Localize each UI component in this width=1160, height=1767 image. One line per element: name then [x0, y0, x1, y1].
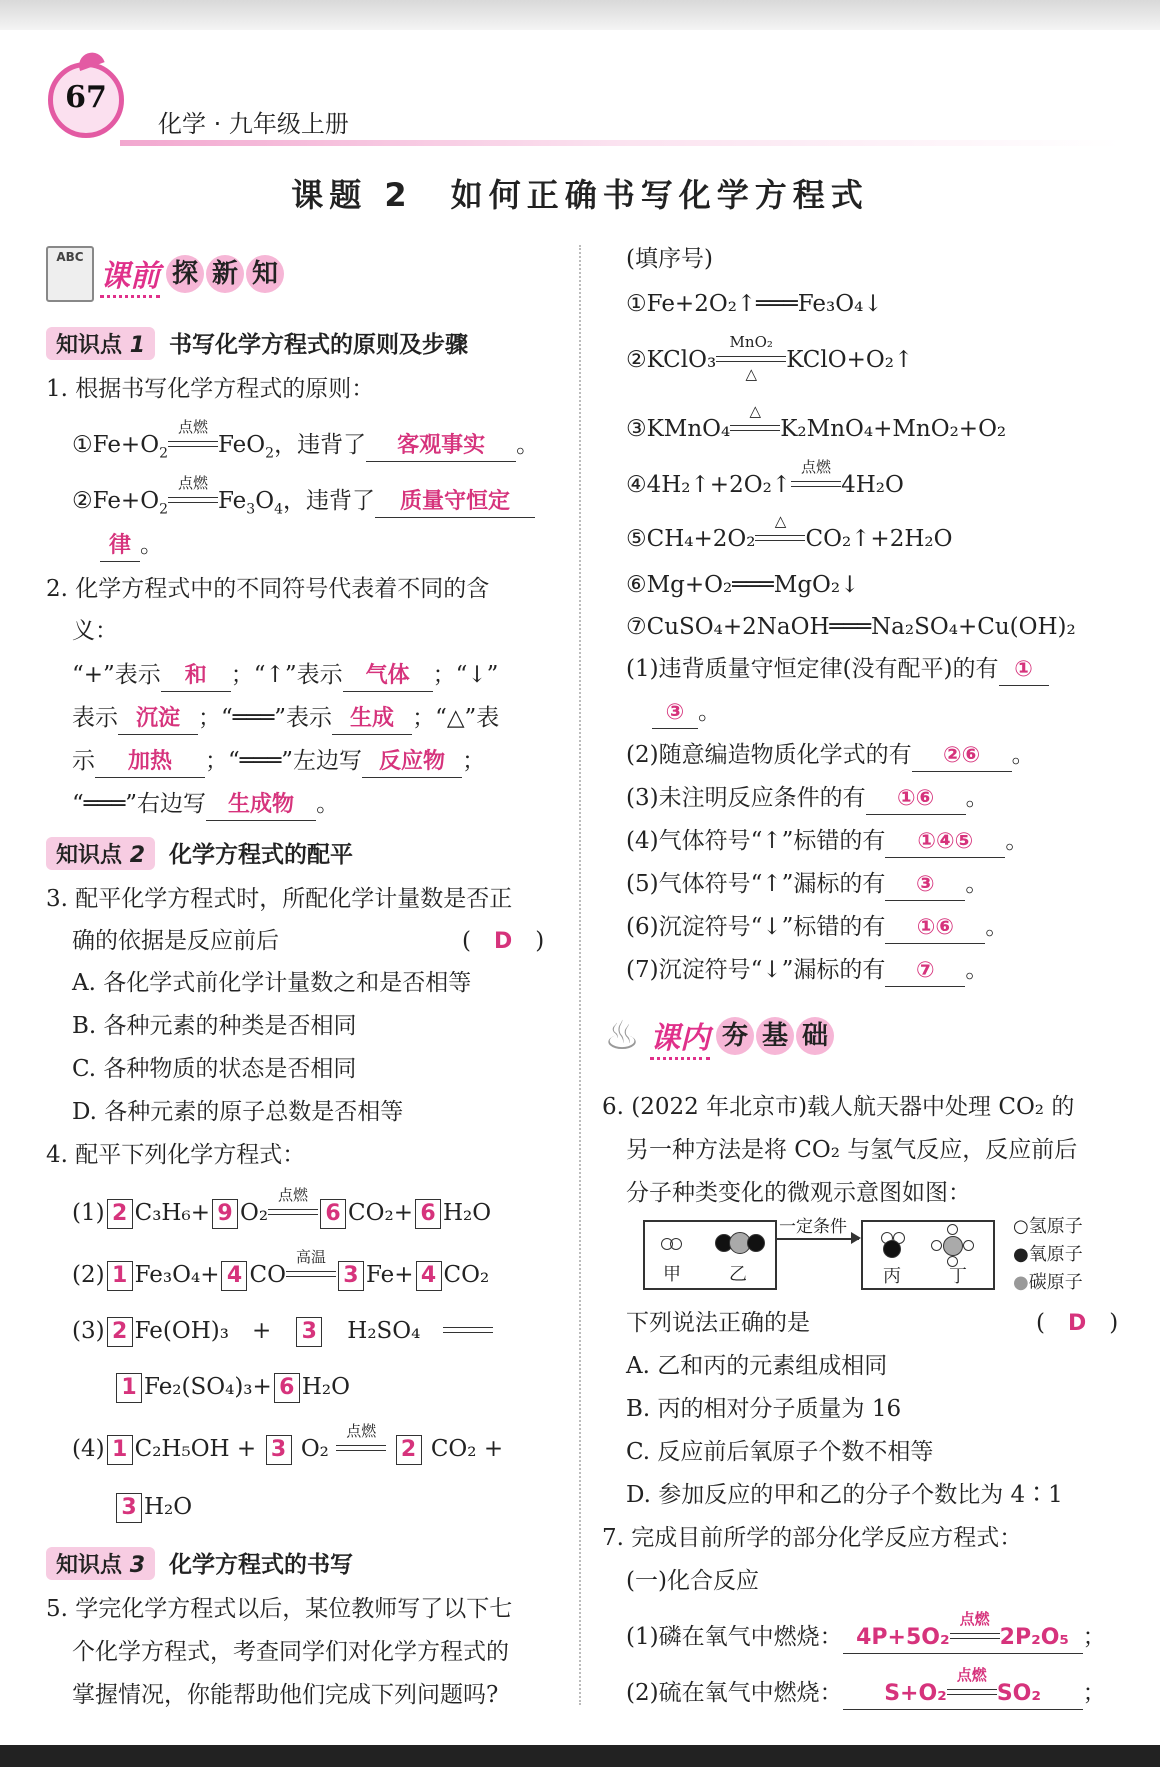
label-bing: 丙: [883, 1266, 901, 1287]
kp-title: 化学方程式的配平: [169, 842, 353, 868]
oxygen-atom-icon: [747, 1234, 765, 1252]
q4-eq4-cont: 3 H₂O: [114, 1492, 192, 1523]
q2-stem-cont: 义：: [72, 618, 118, 644]
q5-sub4: (4)气体符号“↑”标错的有 ①④⑤ 。: [626, 826, 1028, 858]
section-label-char: 基: [756, 1017, 794, 1055]
q5-eq4: ④4H₂↑+2O₂↑ 点燃 4H₂O: [626, 458, 904, 498]
section-label-char: 探: [166, 255, 204, 293]
answer-text: 客观事实: [397, 433, 486, 458]
q2-line1: “+”表示 和 ；“↑”表示 气体 ；“↓”: [72, 660, 498, 692]
label-yi: 乙: [729, 1264, 747, 1285]
q7-stem: 7. 完成目前所学的部分化学反应方程式：: [602, 1525, 1023, 1551]
legend-hydrogen: ○氢原子: [1013, 1216, 1083, 1237]
oxygen-atom-icon: [883, 1240, 901, 1258]
label-jia: 甲: [663, 1264, 681, 1285]
q5-sub1-cont: ③ 。: [652, 697, 721, 729]
q4-eq2: (2) 1 Fe₃O₄+ 4 CO 高温 3 Fe+ 4 CO₂: [72, 1260, 489, 1291]
q1-stem: 1. 根据书写化学方程式的原则：: [46, 376, 375, 402]
q5-sub6: (6)沉淀符号“↓”标错的有 ①⑥ 。: [626, 912, 1008, 944]
column-divider: [579, 245, 581, 1705]
q5-eq1: ①Fe+2O₂↑═══Fe₃O₄↓: [626, 291, 883, 317]
q3-answer: D: [493, 929, 513, 954]
section-label-main: 课前: [100, 251, 160, 298]
viewer-bottom-bar: [0, 1745, 1160, 1767]
q5-stem-cont: 个化学方程式，考查同学们对化学方程式的: [72, 1639, 509, 1665]
q2-line4: “═══”右边写 生成物 。: [72, 789, 339, 821]
hydrogen-atom-icon: [947, 1224, 958, 1235]
q5-eq5: ⑤CH₄+2O₂ △ CO₂↑+2H₂O: [626, 512, 953, 552]
section-header-pre: [46, 246, 286, 302]
section-header-in: [600, 1010, 836, 1062]
hydrogen-atom-icon: [931, 1240, 942, 1251]
q6-option-d: D. 参加反应的甲和乙的分子个数比为 4∶1: [626, 1482, 1063, 1508]
q1-a: $①Fe+O_2$ 点燃 FeO$_2$，违背了 客观事实 。: [72, 418, 540, 462]
q6-answer: D: [1067, 1311, 1087, 1336]
section-label-char: 新: [206, 255, 244, 293]
q2-line2: 表示 沉淀 ；“═══”表示 生成 ；“△”表: [72, 703, 499, 735]
molecule-diagram: [641, 1212, 1111, 1296]
section-label-char: 知: [246, 255, 284, 293]
book-title: 化学 · 九年级上册: [158, 110, 349, 138]
page-number: 67: [65, 80, 107, 115]
q5-eq3: ③KMnO₄ △ K₂MnO₄+MnO₂+O₂: [626, 402, 1007, 442]
page-number-badge: [48, 62, 124, 138]
legend-oxygen: ●氧原子: [1013, 1244, 1083, 1265]
answer-text: 质量守恒定: [399, 489, 510, 514]
header-rule: [120, 140, 1120, 146]
q6-option-b: B. 丙的相对分子质量为 16: [626, 1396, 902, 1422]
kp-tag: 知识点 1: [46, 327, 155, 360]
viewer-top-bar: [0, 0, 1160, 30]
q1-b-cont: 律 。: [100, 530, 163, 562]
q5-eq2: ②KClO₃ MnO₂ △ KClO+O₂↑: [626, 333, 914, 383]
q1-b: $②Fe+O_2$ 点燃 $Fe_3O_4$，违背了 质量守恒定: [72, 486, 535, 525]
q5-stem: 5. 学完化学方程式以后，某位教师写了以下七: [46, 1596, 513, 1622]
kp-tag: 知识点 2: [46, 837, 155, 870]
q4-eq4: (4) 1 C₂H₅OH + 3 O₂ 点燃 2 CO₂ +: [72, 1434, 503, 1465]
q4-eq3-cont: 1 Fe₂(SO₄)₃+ 6 H₂O: [114, 1372, 350, 1403]
carbon-atom-icon: [943, 1236, 963, 1256]
q2-stem: 2. 化学方程式中的不同符号代表着不同的含: [46, 576, 490, 602]
q5-sub3: (3)未注明反应条件的有 ①⑥ 。: [626, 783, 989, 815]
reactant-box: [643, 1220, 777, 1290]
hydrogen-atom-icon: [670, 1238, 682, 1250]
arrow-label: 一定条件: [779, 1217, 847, 1237]
q6-prompt: 下列说法正确的是 ( D ): [626, 1310, 1119, 1336]
q4-eq1: (1) 2 C₃H₆+ 9 O₂ 点燃 6 CO₂+ 6 H₂O: [72, 1198, 491, 1229]
lamp-icon: ♨: [604, 1013, 640, 1059]
knowledge-point-3: [46, 1546, 353, 1580]
q3-option-b: B. 各种元素的种类是否相同: [72, 1013, 357, 1039]
q2-line3: 示 加热 ；“═══”左边写 反应物 ；: [72, 746, 485, 778]
knowledge-point-2: [46, 836, 353, 870]
q3-stem-cont: 确的依据是反应前后 ( D ): [72, 928, 545, 954]
arrow-head-icon: [851, 1232, 861, 1244]
q5-sub2: (2)随意编造物质化学式的有 ②⑥ 。: [626, 740, 1035, 772]
book-icon: ABC: [46, 246, 94, 302]
kp-title: 化学方程式的书写: [169, 1552, 353, 1578]
hydrogen-atom-icon: [963, 1240, 974, 1251]
q5-sub1: (1)违背质量守恒定律(没有配平)的有 ①: [626, 654, 1049, 686]
q6-option-c: C. 反应前后氧原子个数不相等: [626, 1439, 934, 1465]
q6-stem-cont: 分子种类变化的微观示意图如图：: [626, 1180, 971, 1206]
q5-sub7: (7)沉淀符号“↓”漏标的有 ⑦ 。: [626, 955, 988, 987]
q5-eq7: ⑦CuSO₄+2NaOH═══Na₂SO₄+Cu(OH)₂: [626, 614, 1076, 640]
q7-sub: (一)化合反应: [626, 1568, 759, 1594]
q3-option-d: D. 各种元素的原子总数是否相等: [72, 1099, 404, 1125]
q3-stem: 3. 配平化学方程式时，所配化学计量数是否正: [46, 886, 513, 912]
section-label-main: 课内: [650, 1013, 710, 1060]
q6-stem-cont: 另一种方法是将 CO₂ 与氢气反应，反应前后: [626, 1137, 1078, 1163]
q7-item2: (2)硫在氧气中燃烧： S+O₂ 点燃 SO₂ ；: [626, 1678, 1106, 1710]
legend-carbon: ●碳原子: [1013, 1272, 1083, 1293]
q3-option-a: A. 各化学式前化学计量数之和是否相等: [72, 970, 472, 996]
kp-title: 书写化学方程式的原则及步骤: [169, 332, 468, 358]
q3-option-c: C. 各种物质的状态是否相同: [72, 1056, 357, 1082]
reaction-arrow: [775, 1238, 859, 1240]
q5-eq6: ⑥Mg+O₂═══MgO₂↓: [626, 572, 860, 598]
q5-sub5: (5)气体符号“↑”漏标的有 ③ 。: [626, 869, 988, 901]
section-label-char: 础: [796, 1017, 834, 1055]
q6-option-a: A. 乙和丙的元素组成相同: [626, 1353, 888, 1379]
q4-eq3: (3) 2 Fe(OH)₃ + 3 H₂SO₄: [72, 1316, 493, 1347]
q5-stem-cont: (填序号): [626, 246, 713, 272]
knowledge-point-1: [46, 326, 468, 360]
q7-item1: (1)磷在氧气中燃烧： 4P+5O₂ 点燃 2P₂O₅ ；: [626, 1622, 1106, 1654]
product-box: [861, 1220, 995, 1290]
kp-tag: 知识点 3: [46, 1547, 155, 1580]
q6-stem: 6. (2022 年北京市)载人航天器中处理 CO₂ 的: [602, 1094, 1075, 1120]
lesson-title: 课题 2 如何正确书写化学方程式: [291, 176, 869, 214]
q4-stem: 4. 配平下列化学方程式：: [46, 1142, 306, 1168]
label-ding: 丁: [949, 1266, 967, 1287]
q5-stem-cont: 掌握情况，你能帮助他们完成下列问题吗?: [72, 1682, 499, 1708]
section-label-char: 夯: [716, 1017, 754, 1055]
